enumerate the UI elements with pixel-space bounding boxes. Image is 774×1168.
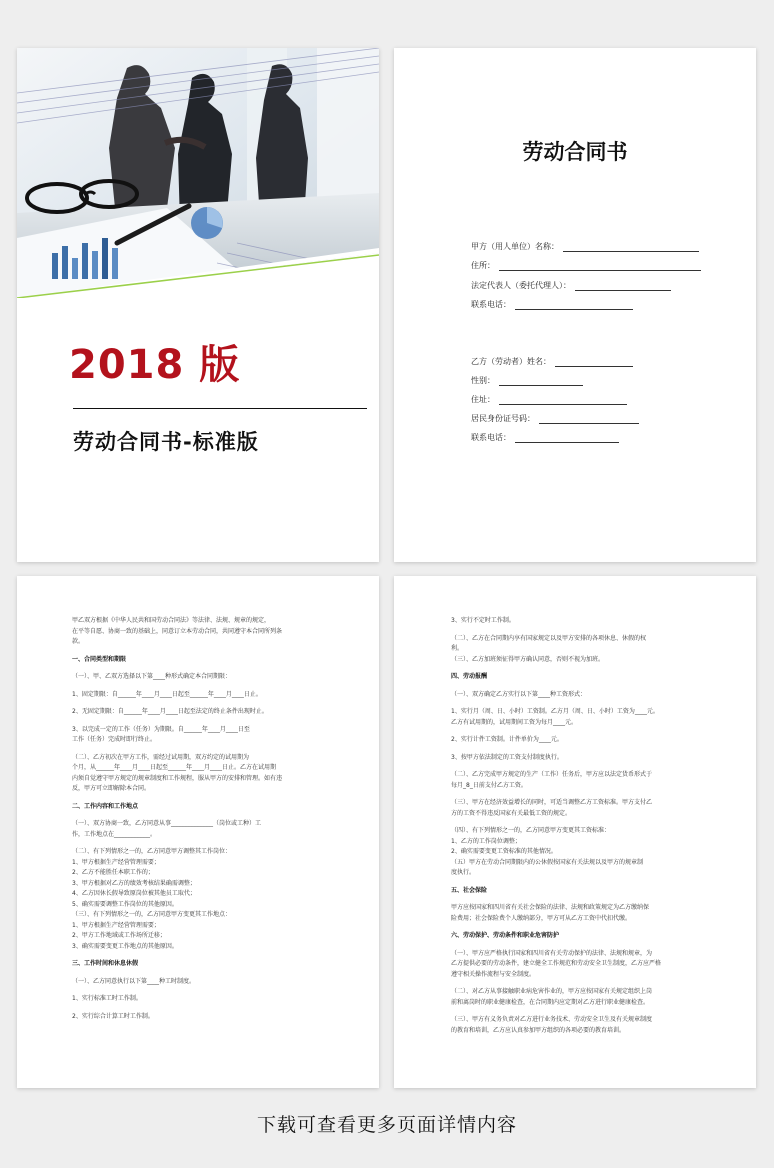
party-a-address-field[interactable] bbox=[471, 260, 701, 271]
blank-spacer bbox=[72, 683, 342, 690]
text-line: 险费用；社会保险费个人缴纳部分，甲方可从乙方工资中代扣代缴。 bbox=[451, 914, 632, 922]
text-line: 的教育和培训，乙方应认真参加甲方组织的各项必要的教育培训。 bbox=[451, 1026, 626, 1034]
blank-spacer bbox=[451, 924, 721, 931]
blank-spacer bbox=[451, 728, 721, 735]
blank-spacer bbox=[72, 970, 342, 977]
text-line: （二）、乙方在合同期内享有国家规定以及甲方安排的各项休息、休假的权 bbox=[451, 634, 647, 642]
text-line: 个月，从______年____月____日起至______年____月____日止。乙方在试用期 bbox=[72, 764, 277, 771]
text-line: 工作（任务）完成时即行终止。 bbox=[72, 736, 157, 743]
text-line: 甲方应按国家和四川省有关社会保险的法律、法规和政策规定为乙方缴纳保 bbox=[451, 904, 650, 911]
blank-line[interactable] bbox=[563, 243, 699, 252]
text-line: （五）甲方在劳动合同期限内的公休假按国家有关法规以及甲方的规章制 bbox=[451, 858, 644, 866]
section-heading: 五、社会保险 bbox=[451, 886, 488, 894]
contract-body bbox=[72, 616, 342, 1022]
text-line: 反，甲方可立即解除本合同。 bbox=[72, 785, 151, 792]
party-b-name-field[interactable] bbox=[471, 356, 633, 367]
cover-year: 2018 版 bbox=[69, 342, 241, 388]
text-line: 度执行。 bbox=[451, 869, 476, 876]
text-line: 款。 bbox=[72, 638, 85, 645]
text-line: （二）、乙方初次在甲方工作，需经过试用期，双方约定的试用期为 bbox=[72, 753, 250, 761]
text-line: （四）、有下列情形之一的，乙方同意甲方变更其工资标准： bbox=[451, 827, 611, 834]
blank-spacer bbox=[72, 952, 342, 959]
text-line: 2、实行计件工资制。计件单价为____元。 bbox=[451, 736, 563, 743]
text-line: 1、甲方根据生产经营管理需要； bbox=[72, 921, 160, 929]
section-heading: 二、工作内容和工作地点 bbox=[72, 802, 139, 810]
field-label: 住址： bbox=[471, 395, 495, 404]
field-label: 联系电话： bbox=[471, 300, 511, 309]
text-line: 2、实行综合计算工时工作制。 bbox=[72, 1012, 154, 1020]
party-b-address-field[interactable] bbox=[471, 394, 627, 405]
contract-form-page bbox=[394, 48, 756, 562]
blank-line[interactable] bbox=[539, 415, 639, 424]
cover-divider bbox=[73, 408, 367, 409]
text-line: 3、甲方根据对乙方的绩效考核结果确需调整； bbox=[72, 879, 196, 887]
blank-spacer bbox=[72, 1005, 342, 1012]
text-line: 3、确实需要变更工作地点的其他原因。 bbox=[72, 942, 178, 950]
blank-spacer bbox=[72, 840, 342, 847]
field-label: 法定代表人（委托代理人）： bbox=[471, 281, 571, 290]
blank-spacer bbox=[451, 746, 721, 753]
text-line: 2、无固定期限：自______年____月____日起至法定的终止条件出现时止。 bbox=[72, 708, 268, 715]
text-line: （一）、甲方应严格执行国家和四川省有关劳动保护的法律、法规和规章，为 bbox=[451, 949, 653, 957]
blank-spacer bbox=[451, 879, 721, 886]
text-line: （三）、甲方在经济效益增长的同时，可适当调整乙方工资标准。甲方支付乙 bbox=[451, 799, 653, 806]
text-line: 内须自觉遵守甲方规定的规章制度和工作规程，服从甲方的安排和管理。如有违 bbox=[72, 774, 283, 782]
business-handshake-photo bbox=[17, 48, 379, 298]
blank-spacer bbox=[72, 665, 342, 672]
blank-spacer bbox=[72, 718, 342, 725]
text-line: 4、乙方因休长假导致原岗位被其他员工取代； bbox=[72, 890, 196, 897]
blank-spacer bbox=[72, 987, 342, 994]
party-a-representative-field[interactable] bbox=[471, 280, 671, 291]
text-line: （二）、有下列情形之一的，乙方同意甲方调整其工作岗位： bbox=[72, 848, 232, 855]
text-line: （一）、甲、乙双方选择以下第____种形式确定本合同期限： bbox=[72, 673, 232, 680]
blank-line[interactable] bbox=[575, 282, 671, 291]
cover-page bbox=[17, 48, 379, 562]
text-line: 方的工资不得违反国家有关最低工资的规定。 bbox=[451, 809, 572, 817]
text-line: （一）、乙方同意执行以下第____种工时制度。 bbox=[72, 977, 196, 985]
blank-spacer bbox=[451, 819, 721, 826]
text-line: 2、确实需要变更工资标准的其他情况。 bbox=[451, 848, 557, 855]
blank-spacer bbox=[451, 1008, 721, 1015]
download-caption: 下载可查看更多页面详情内容 bbox=[256, 1114, 517, 1136]
text-line: 前和离岗时的职业健康检查，在合同期内应定期对乙方进行职业健康检查。 bbox=[451, 998, 650, 1006]
cover-title: 劳动合同书-标准版 bbox=[73, 430, 259, 454]
field-label: 联系电话： bbox=[471, 433, 511, 442]
blank-line[interactable] bbox=[515, 301, 633, 310]
section-heading: 一、合同类型和期限 bbox=[72, 655, 127, 663]
text-line: 1、实行月（周、日、小时）工资制。乙方月（周、日、小时）工资为____元。 bbox=[451, 708, 659, 715]
blank-spacer bbox=[451, 700, 721, 707]
text-line: 作，工作地点在____________。 bbox=[72, 830, 157, 838]
form-title: 劳动合同书 bbox=[522, 140, 628, 164]
text-line: （二）、乙方完成甲方规定的生产（工作）任务后，甲方应以法定货币形式于 bbox=[451, 771, 653, 778]
text-line: 2、甲方工作地域或工作场所迁移； bbox=[72, 932, 166, 939]
party-b-phone-field[interactable] bbox=[471, 432, 619, 443]
field-label: 乙方（劳动者）姓名： bbox=[471, 357, 551, 366]
contract-text-page-2 bbox=[394, 576, 756, 1088]
text-line: 1、实行标准工时工作制。 bbox=[72, 995, 142, 1002]
section-heading: 四、劳动报酬 bbox=[451, 673, 488, 680]
field-label: 住所： bbox=[471, 261, 495, 270]
blank-line[interactable] bbox=[515, 434, 619, 443]
text-line: （三）、乙方加班须征得甲方确认同意，否则不视为加班。 bbox=[451, 655, 605, 663]
blank-spacer bbox=[451, 627, 721, 634]
text-line: 3、以完成一定的工作（任务）为期限。自______年____月____日至 bbox=[72, 725, 250, 733]
text-line: 5、确实需要调整工作岗位的其他原因。 bbox=[72, 900, 178, 908]
field-label: 甲方（用人单位）名称： bbox=[471, 242, 559, 251]
text-line: （三）、甲方有义务负责对乙方进行业务技术、劳动安全卫生及有关规章制度 bbox=[451, 1016, 653, 1023]
text-line: 甲乙双方根据《中华人民共和国劳动合同法》等法律、法规、规章的规定， bbox=[72, 617, 271, 624]
blank-spacer bbox=[451, 763, 721, 770]
blank-spacer bbox=[72, 648, 342, 655]
contract-text-page-1 bbox=[17, 576, 379, 1088]
field-label: 居民身份证号码： bbox=[471, 414, 535, 423]
party-a-name-field[interactable] bbox=[471, 241, 699, 252]
text-line: 3、按甲方依法制定的工资支付制度执行。 bbox=[451, 753, 563, 761]
text-line: 乙方提供必要的劳动条件，建立健全工作规范和劳动安全卫生制度，乙方应严格 bbox=[451, 960, 662, 967]
text-line: 2、乙方不能胜任本职工作的； bbox=[72, 869, 154, 876]
blank-spacer bbox=[451, 942, 721, 949]
blank-line[interactable] bbox=[499, 262, 701, 271]
text-line: 3、实行不定时工作制。 bbox=[451, 617, 515, 624]
text-line: 在平等自愿、协商一致的基础上，同意订立本劳动合同，共同遵守本合同所列条 bbox=[72, 627, 283, 635]
text-line: 利。 bbox=[451, 645, 464, 652]
text-line: （一）、双方协商一致，乙方同意从事______________（岗位或工种）工 bbox=[72, 820, 262, 827]
text-line: 1、甲方根据生产经营管理需要； bbox=[72, 858, 160, 866]
text-line: （三）、有下列情形之一的，乙方同意甲方变更其工作地点： bbox=[72, 911, 232, 918]
blank-line[interactable] bbox=[555, 358, 633, 367]
blank-spacer bbox=[72, 746, 342, 753]
blank-spacer bbox=[72, 812, 342, 819]
blank-spacer bbox=[451, 665, 721, 672]
text-line: 1、乙方的工作岗位调整； bbox=[451, 837, 521, 845]
text-line: 乙方有试用期的，试用期间工资为每月____元。 bbox=[451, 718, 578, 726]
blank-spacer bbox=[72, 700, 342, 707]
blank-spacer bbox=[451, 980, 721, 987]
blank-line[interactable] bbox=[499, 396, 627, 405]
blank-line[interactable] bbox=[499, 377, 583, 386]
section-heading: 六、劳动保护、劳动条件和职业危害防护 bbox=[451, 932, 560, 939]
blank-spacer bbox=[451, 791, 721, 798]
text-line: 遵守相关操作流程与安全制度。 bbox=[451, 970, 536, 978]
party-b-gender-field[interactable] bbox=[471, 375, 583, 386]
contract-body bbox=[451, 616, 721, 1036]
field-label: 性别： bbox=[471, 376, 495, 385]
party-a-phone-field[interactable] bbox=[471, 299, 633, 310]
party-b-id-field[interactable] bbox=[471, 413, 639, 424]
blank-spacer bbox=[72, 795, 342, 802]
blank-spacer bbox=[451, 896, 721, 903]
text-line: （二）、对乙方从事接触职业病危害作业的，甲方应按国家有关规定组织上岗 bbox=[451, 988, 653, 995]
section-heading: 三、工作时间和休息休假 bbox=[72, 960, 139, 967]
text-line: 每月_8_日前支付乙方工资。 bbox=[451, 781, 527, 789]
text-line: （一）、双方确定乙方实行以下第____种工资形式： bbox=[451, 690, 587, 698]
blank-spacer bbox=[451, 683, 721, 690]
text-line: 1、固定期限：自______年____月____日起至______年____月____日止。 bbox=[72, 690, 262, 698]
